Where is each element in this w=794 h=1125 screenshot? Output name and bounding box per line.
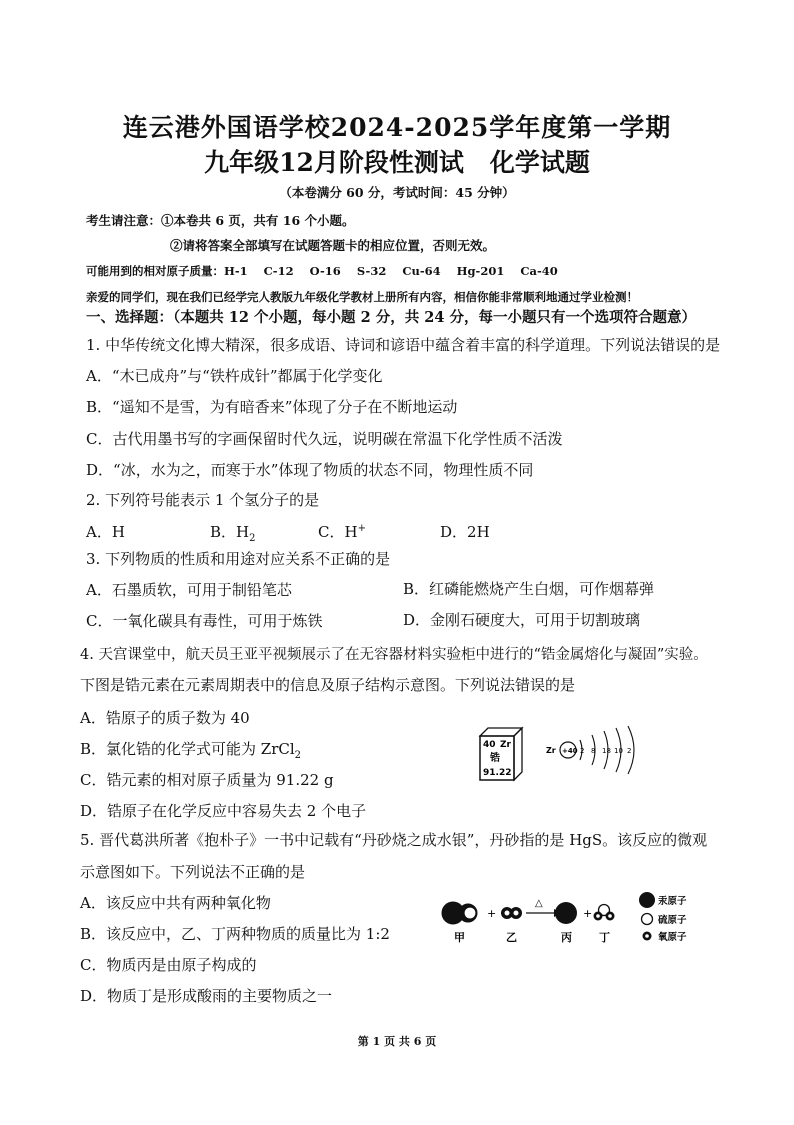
- q4-option-a: A．锆原子的质子数为 40: [80, 709, 250, 727]
- exam-subtitle: （本卷满分 60 分，考试时间：45 分钟）: [279, 185, 515, 200]
- plus-sign-1: +: [487, 907, 497, 920]
- q5-option-d: D．物质丁是形成酸雨的主要物质之一: [80, 987, 333, 1005]
- label-yi: 乙: [506, 931, 517, 944]
- q2-option-c: C．H+: [318, 523, 366, 541]
- diagram-legend: [639, 892, 687, 943]
- shell-3-count: 18: [602, 747, 611, 755]
- molecule-yi: [502, 908, 522, 919]
- exam-title-grade: 九年级12月阶段性测试: [204, 148, 464, 177]
- legend-s-icon: [642, 914, 653, 925]
- q4-option-d: D．锆原子在化学反应中容易失去 2 个电子: [80, 802, 367, 820]
- q4-option-c: C．锆元素的相对原子质量为 91.22 g: [80, 771, 334, 789]
- heat-symbol: △: [535, 898, 543, 909]
- label-ding: 丁: [599, 931, 610, 944]
- q5-stem-line1: 5. 晋代葛洪所著《抱朴子》一书中记载有“丹砂烧之成水银”，丹砂指的是 HgS。该反应的微观: [80, 831, 708, 849]
- legend-hg-label: 汞原子: [658, 896, 687, 907]
- shell-5-count: 2: [627, 747, 632, 755]
- q1-option-a: A．“木已成舟”与“铁杵成针”都属于化学变化: [86, 367, 383, 385]
- molecule-jia: [442, 902, 477, 924]
- q2-option-d: D．2H: [440, 523, 490, 541]
- q5-option-a: A．该反应中共有两种氧化物: [80, 894, 271, 912]
- legend-s-label: 硫原子: [658, 915, 687, 926]
- note-line1: 考生请注意：①本卷共 6 页，共有 16 个小题。: [86, 213, 355, 228]
- element-card: [480, 728, 522, 780]
- exam-title-line1: 连云港外国语学校2024-2025学年度第一学期: [122, 113, 672, 142]
- note-line2: ②请将答案全部填写在试题答题卡的相应位置，否则无效。: [170, 238, 496, 253]
- legend-hg-icon: [639, 892, 655, 908]
- q2-stem: 2. 下列符号能表示 1 个氢分子的是: [86, 491, 320, 509]
- shell-4-count: 10: [614, 747, 623, 755]
- q3-option-a: A．石墨质软，可用于制铅笔芯: [86, 581, 292, 599]
- page-footer: 第 1 页 共 6 页: [357, 1035, 437, 1048]
- q3-option-d: D．金刚石硬度大，可用于切割玻璃: [403, 611, 641, 629]
- q1-option-d: D．“冰，水为之，而寒于水”体现了物质的状态不同，物理性质不同: [86, 461, 534, 479]
- q5-option-c: C．物质丙是由原子构成的: [80, 956, 257, 974]
- shell-2-count: 8: [591, 747, 596, 755]
- q3-option-b: B．红磷能燃烧产生白烟，可作烟幕弹: [403, 580, 655, 598]
- q4-option-b: B．氯化锆的化学式可能为 ZrCl$_2$: [80, 740, 302, 761]
- nucleus-charge: +40: [562, 747, 578, 755]
- element-name: 锆: [490, 753, 500, 764]
- q2-option-b: B．$H_2$: [210, 523, 256, 544]
- q3-option-c: C．一氧化碳具有毒性，可用于炼铁: [86, 612, 323, 630]
- molecule-bing: [555, 902, 577, 924]
- atomic-masses: 可能用到的相对原子质量：H-1 C-12 O-16 S-32 Cu-64 Hg-201 Ca-40: [86, 264, 558, 278]
- zirconium-figure: [470, 722, 645, 788]
- element-symbol: Zr: [500, 740, 511, 750]
- element-mass: 91.22: [483, 768, 512, 778]
- element-number: 40: [483, 740, 496, 750]
- q1-option-b: B．“遥知不是雪，为有暗香来”体现了分子在不断地运动: [86, 398, 458, 416]
- q5-stem-line2: 示意图如下。下列说法不正确的是: [80, 863, 306, 881]
- shell-1-count: 2: [580, 747, 585, 755]
- reaction-diagram: [436, 888, 700, 950]
- greeting-text: 亲爱的同学们，现在我们已经学完人教版九年级化学教材上册所有内容，相信你能非常顺利地通过学业检测！: [86, 290, 638, 304]
- plus-sign-2: +: [583, 907, 593, 920]
- q5-option-b: B．该反应中，乙、丁两种物质的质量比为 1:2: [80, 925, 390, 943]
- legend-o-label: 氧原子: [658, 932, 687, 943]
- q4-stem-line1: 4. 天宫课堂中，航天员王亚平视频展示了在无容器材料实验柜中进行的“锆金属熔化与凝固”实验。: [80, 647, 708, 663]
- q1-option-c: C．古代用墨书写的字画保留时代久远，说明碳在常温下化学性质不活泼: [86, 430, 563, 448]
- q4-stem-line2: 下图是锆元素在元素周期表中的信息及原子结构示意图。下列说法错误的是: [80, 676, 576, 694]
- section-heading: 一、选择题：（本题共 12 个小题，每小题 2 分，共 24 分，每一小题只有一个选项符合题意）: [86, 309, 696, 326]
- q3-stem: 3. 下列物质的性质和用途对应关系不正确的是: [86, 550, 391, 568]
- q2-option-a: A．H: [86, 523, 125, 541]
- atom-structure-diagram: [546, 726, 634, 774]
- atom-symbol: Zr: [546, 746, 556, 755]
- molecule-ding: [594, 905, 615, 921]
- label-bing: 丙: [561, 931, 572, 944]
- q1-stem: 1. 中华传统文化博大精深，很多成语、诗词和谚语中蕴含着丰富的科学道理。下列说法错误的是: [86, 336, 721, 354]
- label-jia: 甲: [454, 931, 465, 944]
- exam-title-subject: 化学试题: [489, 148, 590, 177]
- exam-title-line2: [0, 143, 794, 179]
